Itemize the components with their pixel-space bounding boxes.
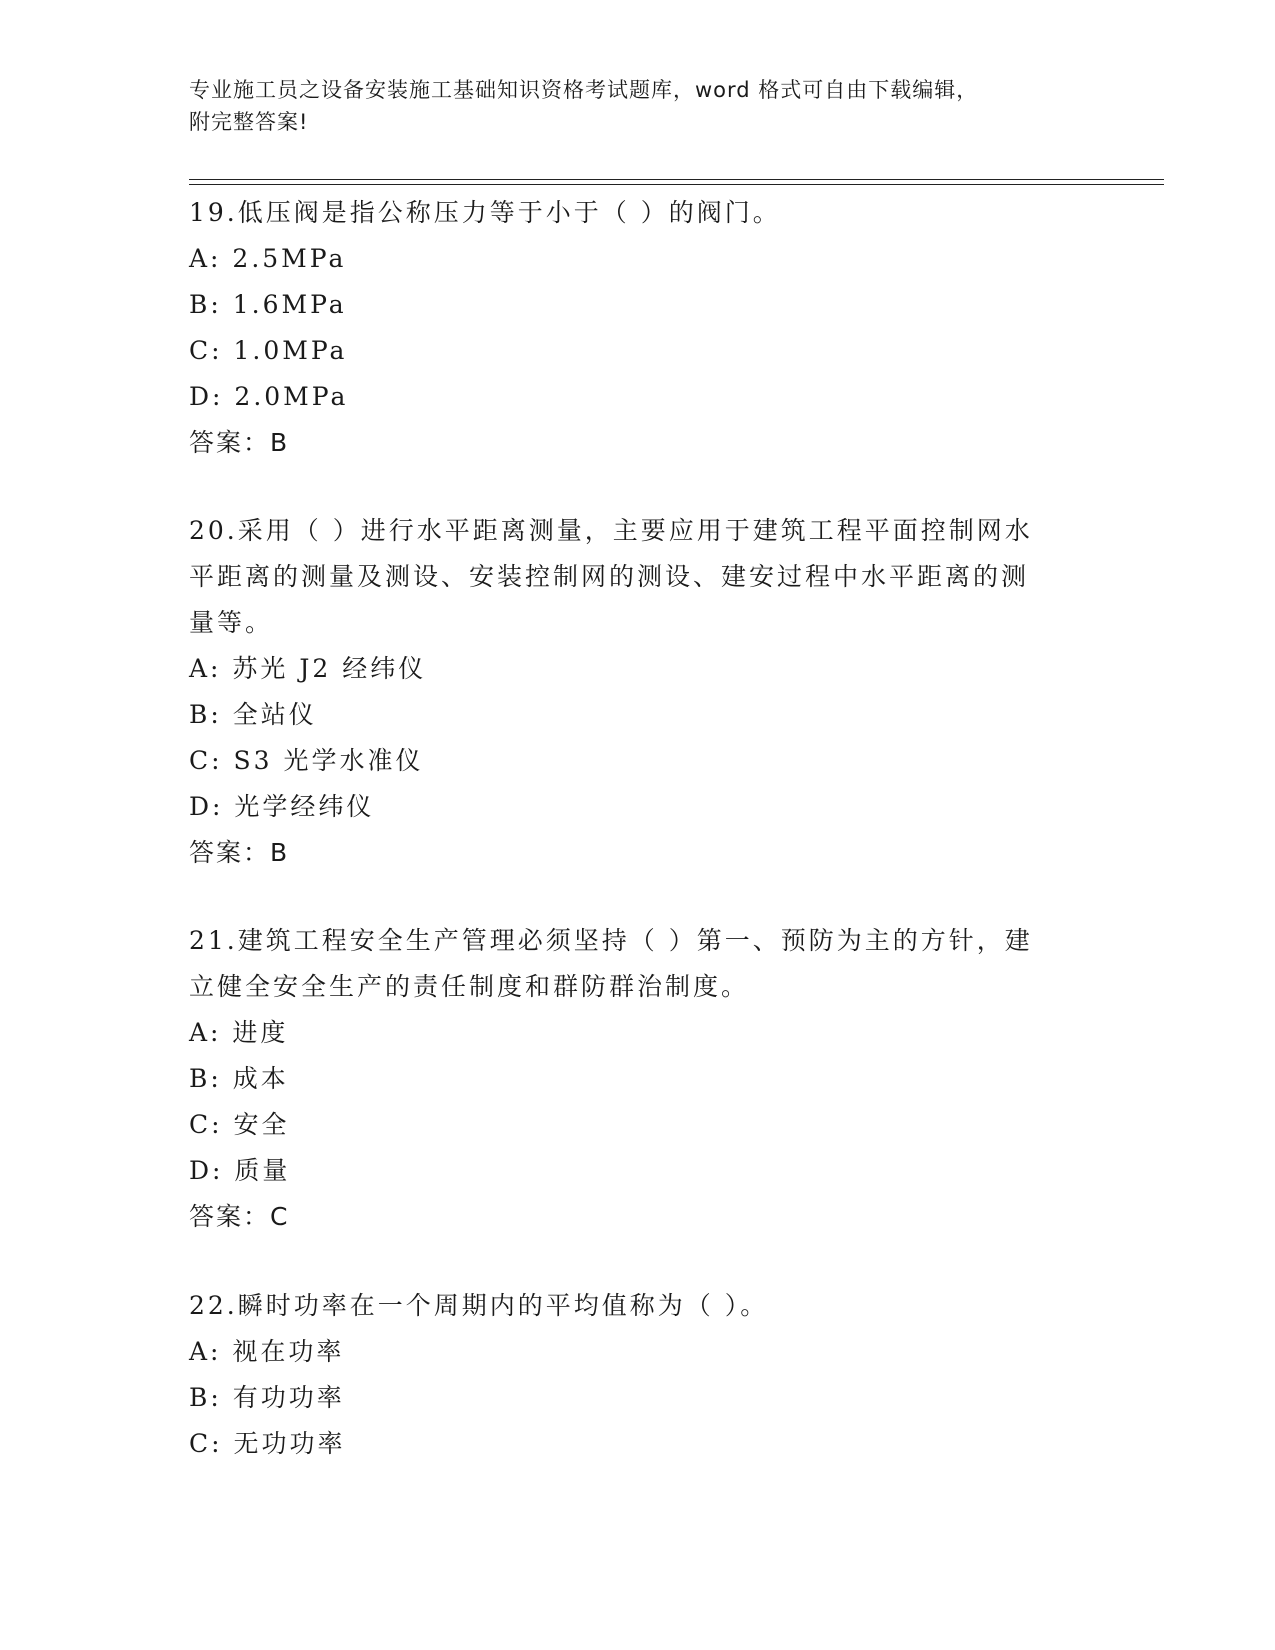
answer-line: 答案：B (189, 838, 290, 867)
option-a: A: 2.5MPa (189, 244, 347, 273)
stem-line: 21.建筑工程安全生产管理必须坚持（ ）第一、预防为主的方针，建 (189, 926, 1033, 955)
option-c: C: S3 光学水准仪 (189, 746, 424, 775)
option-b: B: 1.6MPa (189, 290, 347, 319)
option-d: D: 2.0MPa (189, 382, 349, 411)
question-stem (189, 918, 1069, 1010)
option-d: D: 质量 (189, 1156, 291, 1185)
stem-line: 19.低压阀是指公称压力等于小于（ ）的阀门。 (189, 198, 781, 227)
option-c: C: 安全 (189, 1110, 290, 1139)
option-d: D: 光学经纬仪 (189, 792, 375, 821)
option-a: A: 苏光 J2 经纬仪 (189, 654, 427, 683)
answer-line: 答案：B (189, 428, 290, 457)
stem-line: 平距离的测量及测设、安装控制网的测设、建安过程中水平距离的测 (189, 562, 1030, 591)
question-20 (189, 508, 1069, 876)
header-divider-top (189, 179, 1164, 180)
option-b: B: 全站仪 (189, 700, 317, 729)
stem-line: 20.采用（ ）进行水平距离测量，主要应用于建筑工程平面控制网水 (189, 516, 1033, 545)
question-22 (189, 1283, 1069, 1467)
question-19 (189, 190, 1069, 466)
option-b: B: 有功功率 (189, 1383, 345, 1412)
option-b: B: 成本 (189, 1064, 289, 1093)
answer-line: 答案：C (189, 1202, 290, 1231)
option-a: A: 进度 (189, 1018, 289, 1047)
option-c: C: 无功功率 (189, 1429, 346, 1458)
stem-line: 22.瞬时功率在一个周期内的平均值称为（ ）。 (189, 1291, 769, 1320)
stem-line: 量等。 (189, 608, 274, 637)
question-stem (189, 508, 1069, 646)
stem-line: 立健全安全生产的责任制度和群防群治制度。 (189, 972, 750, 1001)
option-c: C: 1.0MPa (189, 336, 348, 365)
question-stem (189, 190, 1069, 236)
header-line-2: 附完整答案! (189, 110, 309, 134)
header-divider-bottom (189, 184, 1164, 185)
header-line-1: 专业施工员之设备安装施工基础知识资格考试题库，word 格式可自由下载编辑， (189, 78, 979, 102)
question-stem (189, 1283, 1069, 1329)
option-a: A: 视在功率 (189, 1337, 345, 1366)
question-21 (189, 918, 1069, 1240)
document-header (189, 74, 1069, 138)
